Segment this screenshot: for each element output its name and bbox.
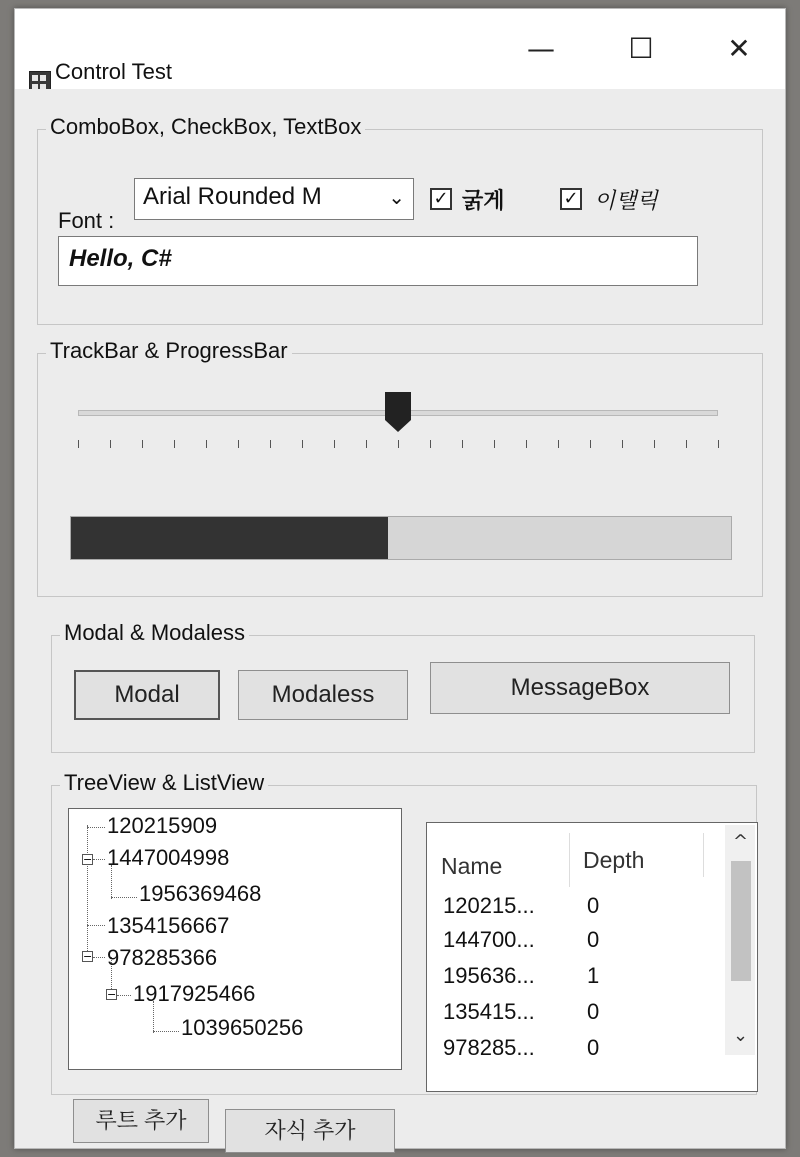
list-header-depth[interactable]: Depth bbox=[583, 847, 645, 873]
trackbar-tick bbox=[206, 440, 207, 448]
trackbar-tick bbox=[270, 440, 271, 448]
trackbar-tick bbox=[334, 440, 335, 448]
tree-node[interactable]: 1039650256 bbox=[181, 1015, 304, 1040]
font-label: Font : bbox=[58, 208, 115, 233]
group-treeview-listview bbox=[51, 770, 757, 1095]
tree-node[interactable]: 1447004998 bbox=[107, 845, 230, 870]
client-area bbox=[15, 89, 785, 1148]
group-title-tree: TreeView & ListView bbox=[60, 770, 268, 796]
trackbar-tick bbox=[430, 440, 431, 448]
tree-node[interactable]: 120215909 bbox=[107, 813, 218, 838]
trackbar-thumb[interactable] bbox=[385, 392, 411, 432]
control-test-window bbox=[14, 8, 786, 1149]
trackbar-tick bbox=[526, 440, 527, 448]
font-combobox[interactable] bbox=[134, 178, 414, 220]
list-cell-name[interactable]: 120215... bbox=[443, 893, 535, 918]
progress-bar bbox=[70, 516, 732, 560]
maximize-button[interactable]: ☐ bbox=[628, 32, 654, 65]
trackbar-tick bbox=[398, 440, 399, 448]
trackbar-tick bbox=[78, 440, 79, 448]
trackbar-tick bbox=[494, 440, 495, 448]
group-combobox-checkbox-textbox bbox=[37, 114, 763, 325]
trackbar[interactable] bbox=[78, 390, 718, 460]
group-modal-modaless bbox=[51, 620, 755, 753]
tree-node[interactable]: 1956369468 bbox=[139, 881, 262, 906]
list-cell-depth: 1 bbox=[587, 963, 600, 988]
trackbar-tick bbox=[462, 440, 463, 448]
trackbar-tick bbox=[718, 440, 719, 448]
tree-view[interactable] bbox=[68, 808, 402, 1070]
trackbar-tick bbox=[110, 440, 111, 448]
title-bar[interactable] bbox=[15, 9, 785, 90]
chevron-down-icon[interactable]: ⌄ bbox=[388, 187, 405, 209]
modaless-button[interactable]: Modaless bbox=[238, 670, 408, 720]
list-scroll-thumb[interactable] bbox=[731, 861, 751, 981]
list-cell-depth: 0 bbox=[587, 893, 600, 918]
collapse-icon[interactable]: − bbox=[83, 950, 93, 963]
window-title: Control Test bbox=[55, 59, 172, 84]
list-view[interactable] bbox=[426, 822, 758, 1092]
minimize-button[interactable]: — bbox=[527, 32, 555, 65]
list-scrollbar[interactable] bbox=[725, 825, 755, 1055]
collapse-icon[interactable]: − bbox=[107, 988, 117, 1001]
scroll-up-icon[interactable]: ^ bbox=[733, 831, 749, 852]
sample-textbox[interactable]: Hello, C# bbox=[58, 236, 698, 286]
group-title-combo: ComboBox, CheckBox, TextBox bbox=[46, 114, 365, 140]
close-button[interactable]: ✕ bbox=[727, 32, 751, 65]
list-cell-name[interactable]: 135415... bbox=[443, 999, 535, 1024]
collapse-icon[interactable]: − bbox=[83, 853, 93, 866]
italic-checkbox[interactable]: ✓ bbox=[560, 188, 582, 210]
trackbar-tick bbox=[622, 440, 623, 448]
bold-checkbox[interactable]: ✓ bbox=[430, 188, 452, 210]
scroll-down-icon[interactable]: ⌄ bbox=[733, 1025, 749, 1046]
modal-button[interactable]: Modal bbox=[74, 670, 220, 720]
list-cell-depth: 0 bbox=[587, 1035, 600, 1060]
trackbar-tick bbox=[590, 440, 591, 448]
bold-checkbox-label: 굵게 bbox=[462, 189, 505, 214]
progress-bar-fill bbox=[71, 517, 388, 559]
trackbar-tick bbox=[142, 440, 143, 448]
tree-node[interactable]: 1917925466 bbox=[133, 981, 256, 1006]
trackbar-tick bbox=[686, 440, 687, 448]
tree-node[interactable]: 1354156667 bbox=[107, 913, 230, 938]
group-title-track: TrackBar & ProgressBar bbox=[46, 338, 292, 364]
font-combobox-value: Arial Rounded M bbox=[143, 183, 322, 210]
trackbar-tick bbox=[238, 440, 239, 448]
list-cell-depth: 0 bbox=[587, 999, 600, 1024]
add-child-button[interactable]: 자식 추가 bbox=[225, 1109, 395, 1153]
trackbar-tick bbox=[174, 440, 175, 448]
list-cell-name[interactable]: 978285... bbox=[443, 1035, 535, 1060]
italic-checkbox-label: 이탤릭 bbox=[594, 189, 658, 214]
trackbar-tick bbox=[558, 440, 559, 448]
group-title-modal: Modal & Modaless bbox=[60, 620, 249, 646]
list-cell-depth: 0 bbox=[587, 927, 600, 952]
group-trackbar-progressbar bbox=[37, 338, 763, 597]
trackbar-tick bbox=[366, 440, 367, 448]
add-root-button[interactable]: 루트 추가 bbox=[73, 1099, 209, 1143]
trackbar-tick bbox=[302, 440, 303, 448]
list-header-name[interactable]: Name bbox=[441, 853, 503, 879]
list-cell-name[interactable]: 144700... bbox=[443, 927, 535, 952]
tree-node[interactable]: 978285366 bbox=[107, 945, 218, 970]
list-cell-name[interactable]: 195636... bbox=[443, 963, 535, 988]
messagebox-button[interactable]: MessageBox bbox=[430, 662, 730, 714]
trackbar-tick bbox=[654, 440, 655, 448]
